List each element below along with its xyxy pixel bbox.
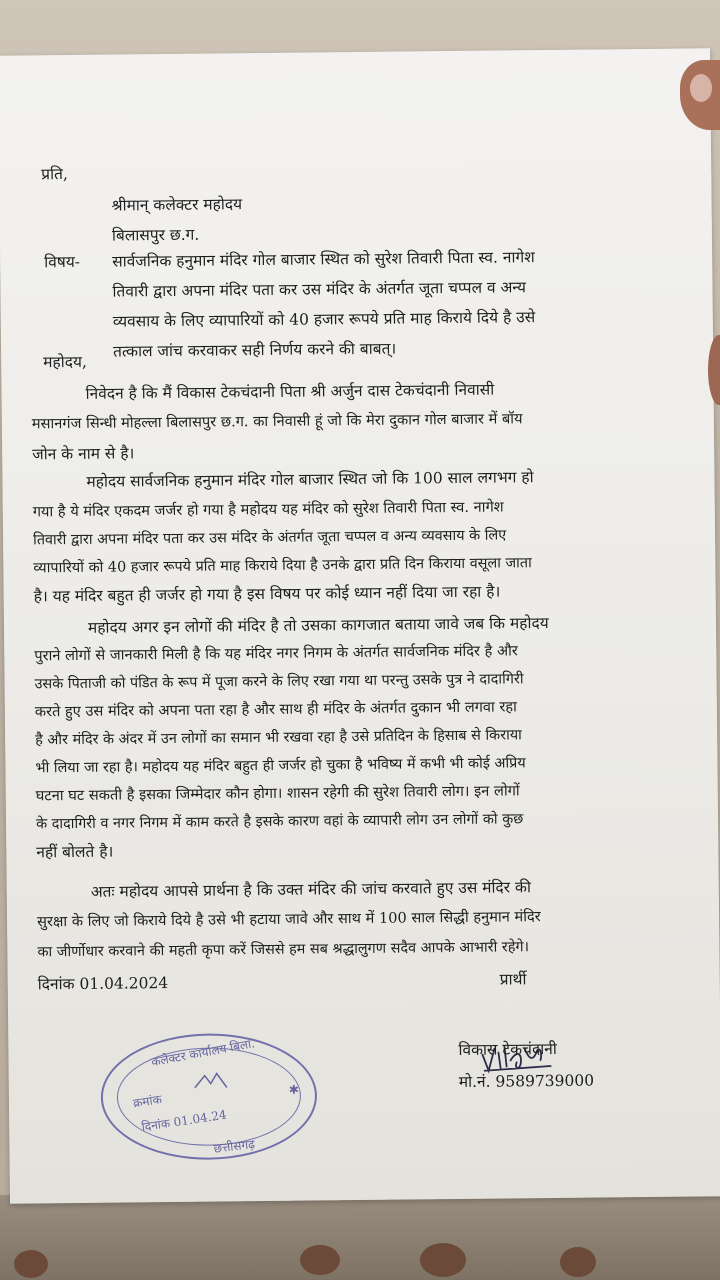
para3-line: घटना घट सकती है इसका जिम्मेदार कौन होगा। शासन रहेगी की सुरेश तिवारी लोग। इन लोगों: [35, 782, 520, 805]
floor-background: [0, 1195, 720, 1280]
addressee-line1: श्रीमान् कलेक्टर महोदय: [111, 195, 243, 215]
toe: [420, 1243, 466, 1277]
para1-line: मसानगंज सिन्धी मोहल्ला बिलासपुर छ.ग. का निवासी हूं जो कि मेरा दुकान गोल बाजार में बॉय: [31, 410, 523, 433]
para3-line: नहीं बोलते है।: [36, 842, 114, 862]
para4-line: अतः महोदय आपसे प्रार्थना है कि उक्त मंदिर की जांच करवाते हुए उस मंदिर की: [90, 878, 532, 901]
toe: [14, 1250, 48, 1278]
para1-line: निवेदन है कि मैं विकास टेकचंदानी पिता श्री अर्जुन दास टेकचंदानी निवासी: [85, 380, 495, 403]
toe: [560, 1247, 596, 1277]
subject-line: तत्काल जांच करवाकर सही निर्णय करने की बाबत्।: [113, 339, 397, 361]
para3-line: भी लिया जा रहा है। महोदय यह मंदिर बहुत ही जर्जर हो चुका है भविष्य में कभी भी कोई अप्रिय: [35, 755, 526, 777]
stamp-date-line: दिनांक 01.04.24: [140, 1107, 228, 1135]
addressee-line2: बिलासपुर छ.ग.: [111, 225, 200, 245]
subject-label: विषय-: [44, 252, 81, 272]
para4-line: सुरक्षा के लिए जो किराये दिये है उसे भी हटाया जावे और साथ में 100 साल सिद्धी हनुमान मंदिर: [36, 908, 541, 931]
stamp-top-text: कलेक्टर कार्यालय बिला.: [150, 1036, 256, 1070]
para3-line: है और मंदिर के अंदर में उन लोगों का समान भी रखवा रहा है उसे प्रतिदिन के हिसाब से किराया: [35, 727, 522, 749]
stamp-emblem-icon: [191, 1067, 231, 1089]
applicant-name: विकास टेकचंदानी: [458, 1039, 557, 1059]
toe: [300, 1245, 340, 1275]
para2-line: गया है ये मंदिर एकदम जर्जर हो गया है महोदय यह मंदिर को सुरेश तिवारी पिता स्व. नागेश: [32, 498, 504, 521]
thumb-nail: [690, 74, 712, 102]
para3-line: करते हुए उस मंदिर को अपना पता रहा है और साथ ही मंदिर के अंतर्गत दुकान भी लगवा रहा: [34, 698, 518, 721]
letter-date: दिनांक 01.04.2024: [37, 974, 169, 994]
stamp-bottom-text: छत्तीसगढ़: [212, 1137, 256, 1156]
para2-line: तिवारी द्वारा अपना मंदिर पता कर उस मंदिर के अंतर्गत जूता चप्पल व अन्य व्यवसाय के लिए: [33, 527, 507, 549]
stamp-star-icon: ✱: [288, 1082, 299, 1097]
para1-line: जोन के नाम से है।: [32, 444, 135, 464]
letter-paper: [0, 48, 720, 1203]
para3-line: महोदय अगर इन लोगों की मंदिर है तो उसका कागजात बताया जावे जब कि महोदय: [87, 614, 549, 637]
para2-line: है। यह मंदिर बहुत ही जर्जर हो गया है इस विषय पर कोई ध्यान नहीं दिया जा रहा है।: [33, 582, 501, 606]
para2-line: व्यापारियों को 40 हजार रूपये प्रति माह किराये दिया है उनके द्वारा प्रति दिन किराया वसूला जाता: [33, 555, 532, 577]
applicant-label: प्रार्थी: [499, 970, 527, 989]
para3-line: उसके पिताजी को पंडित के रूप में पूजा करने के लिए रखा गया था परन्तु उसके पुत्र ने दादागिरी: [34, 671, 524, 693]
para4-line: का जीर्णोधार करवाने की महती कृपा करें जिससे हम सब श्रद्धालुगण सदैव आपके आभारी रहेगे।: [37, 939, 530, 961]
para3-line: के दादागिरी व नगर निगम में काम करते है इसके कारण वहां के व्यापारी लोग उन लोगों को कुछ: [35, 811, 524, 833]
para3-line: पुराने लोगों से जानकारी मिली है कि यह मंदिर नगर निगम के अंतर्गत सार्वजनिक मंदिर है और: [34, 642, 518, 665]
office-stamp: [100, 1032, 317, 1160]
subject-line: व्यवसाय के लिए व्यापारियों को 40 हजार रूपये प्रति माह किराये दिये है उसे: [112, 308, 536, 331]
subject-line: सार्वजनिक हनुमान मंदिर गोल बाजार स्थित को सुरेश तिवारी पिता स्व. नागेश: [112, 248, 535, 271]
subject-line: तिवारी द्वारा अपना मंदिर पता कर उस मंदिर के अंतर्गत जूता चप्पल व अन्य: [112, 278, 527, 301]
to-label: प्रति,: [41, 165, 68, 184]
applicant-mobile: मो.नं. 9589739000: [458, 1071, 595, 1091]
stamp-number-line: क्रमांक: [132, 1092, 163, 1111]
salutation: महोदय,: [43, 352, 87, 372]
para2-line: महोदय सार्वजनिक हनुमान मंदिर गोल बाजार स्थित जो कि 100 साल लगभग हो: [86, 468, 534, 491]
